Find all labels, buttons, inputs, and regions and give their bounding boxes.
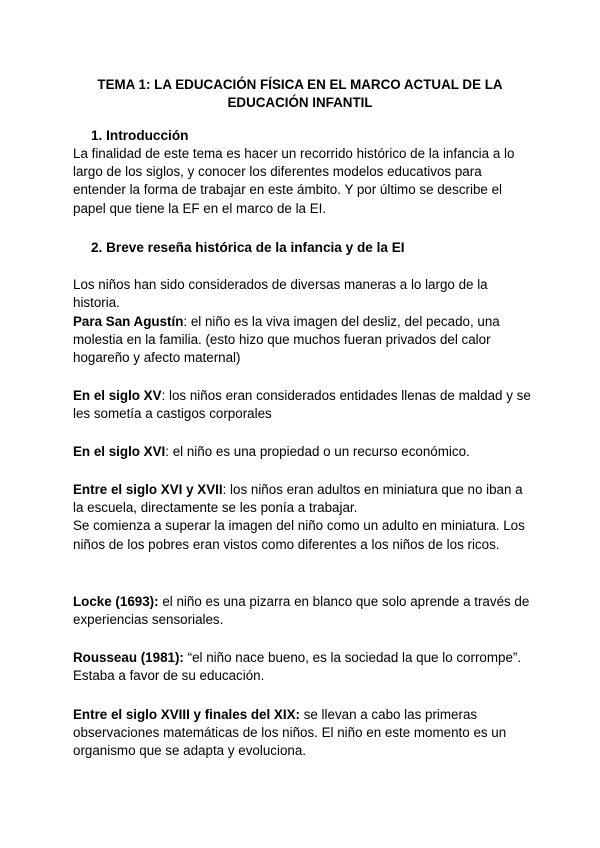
siglo-xvi-xvii-text2: Se comienza a superar la imagen del niño como un adulto en miniatura. Los niños de los pobres eran vistos como diferentes a los niños de los ricos.	[73, 518, 525, 552]
agustin-label: Para San Agustín	[73, 314, 184, 329]
rousseau-text: “el niño nace bueno, es la sociedad la que lo corrompe”. Estaba a favor de su educación.	[73, 650, 522, 684]
section-1-heading: 1. Introducción	[91, 128, 189, 143]
siglo-xvi-text: : el niño es una propiedad o un recurso económico.	[165, 444, 470, 459]
siglo-xv-text: : los niños eran considerados entidades llenas de maldad y se les sometía a castigos corporales	[73, 388, 531, 422]
intro-paragraph: Los niños han sido considerados de diversas maneras a lo largo de la historia.	[73, 277, 488, 311]
siglo-xvi-paragraph	[73, 443, 535, 461]
siglo-xvi-label: En el siglo XVI	[73, 444, 166, 459]
document-title: TEMA 1: LA EDUCACIÓN FÍSICA EN EL MARCO ACTUAL DE LA EDUCACIÓN INFANTIL	[97, 77, 503, 110]
siglo-xvi-xvii-text: : los niños eran adultos en miniatura que no iban a la escuela, directamente se les ponía a trabajar.	[73, 482, 523, 516]
section-2-heading: 2. Breve reseña histórica de la infancia y de la EI	[91, 240, 405, 255]
siglo-xvi-xvii-paragraph	[73, 481, 535, 554]
agustin-text: : el niño es la viva imagen del desliz, del pecado, una molestia en la familia. (esto hizo que muchos fueran privados del calor hogareño y afecto maternal)	[73, 314, 500, 366]
locke-text: el niño es una pizarra en blanco que solo aprende a través de experiencias sensoriales.	[73, 594, 530, 628]
section-1-paragraph: La finalidad de este tema es hacer un recorrido histórico de la infancia a lo largo de los siglos, y conocer los diferentes modelos educativos para entender la forma de trabajar en este ámbito. Y por último se describe el papel que tiene la EF en el marco de la EI.	[73, 146, 515, 216]
locke-paragraph	[73, 593, 535, 629]
siglo-xviii-xix-text: se llevan a cabo las primeras observaciones matemáticas de los niños. El niño en este momento es un organismo que se adapta y evoluciona.	[73, 707, 507, 759]
locke-label: Locke (1693):	[73, 594, 159, 609]
agustin-paragraph	[73, 313, 535, 368]
siglo-xviii-xix-label: Entre el siglo XVIII y finales del XIX:	[73, 707, 300, 722]
siglo-xvi-xvii-label: Entre el siglo XVI y XVII	[73, 482, 223, 497]
siglo-xviii-xix-paragraph	[73, 706, 535, 761]
rousseau-paragraph	[73, 649, 535, 685]
rousseau-label: Rousseau (1981):	[73, 650, 184, 665]
siglo-xv-label: En el siglo XV	[73, 388, 162, 403]
siglo-xv-paragraph	[73, 387, 535, 423]
